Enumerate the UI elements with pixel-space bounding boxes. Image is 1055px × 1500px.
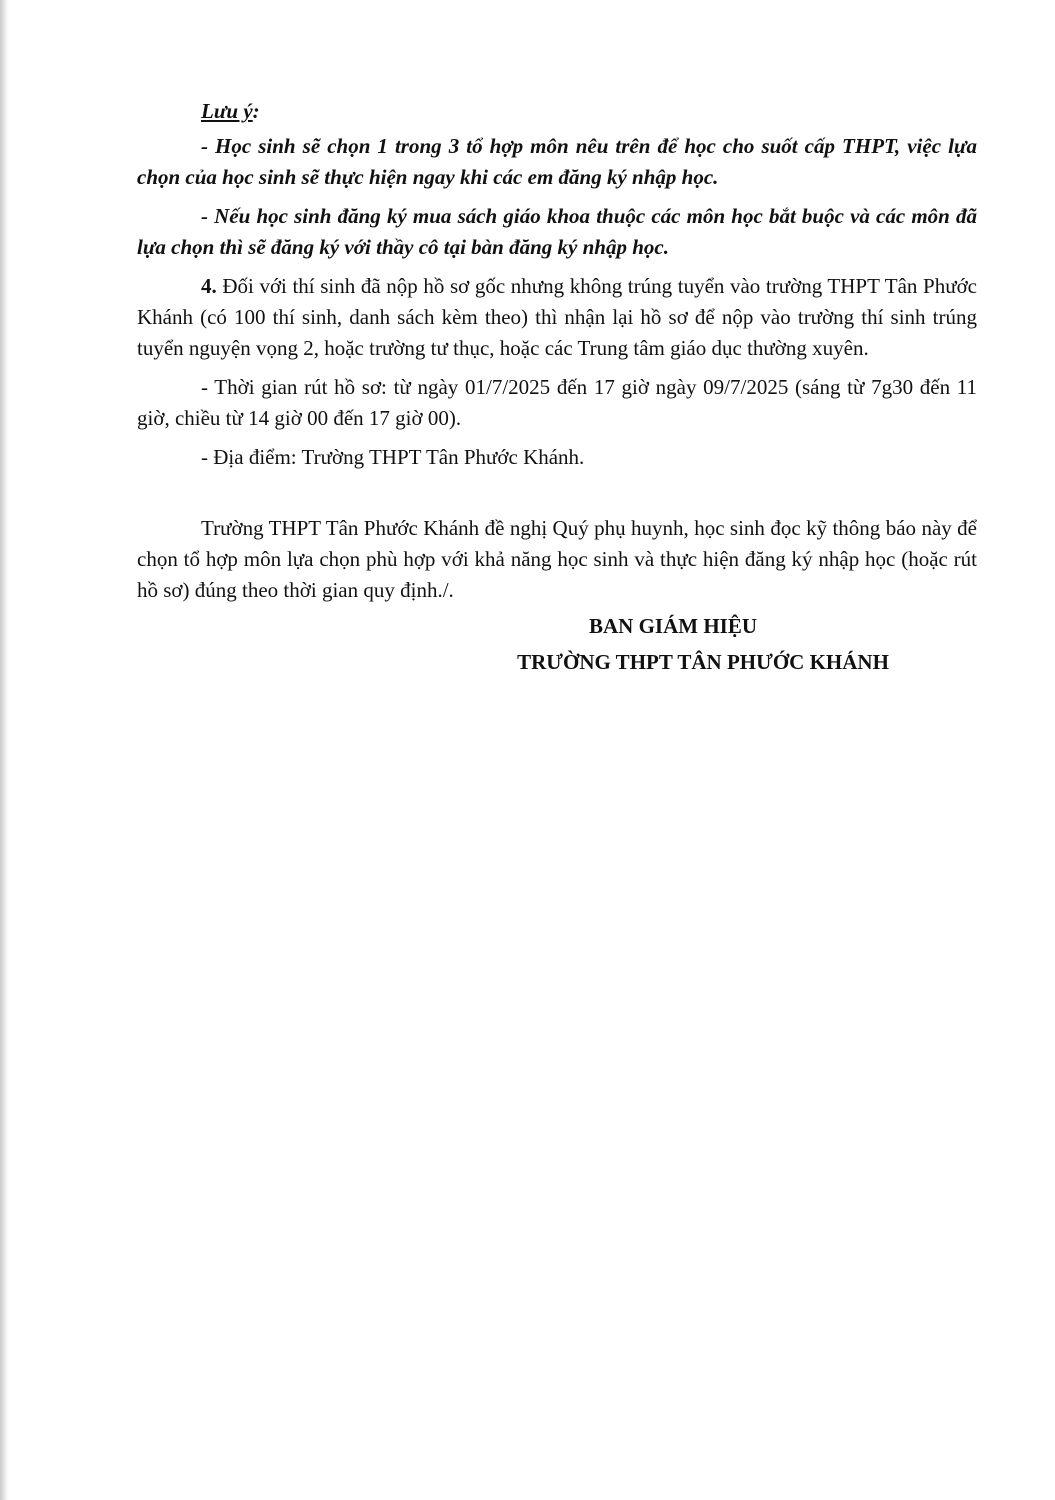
note-item-1: - Học sinh sẽ chọn 1 trong 3 tổ hợp môn nêu trên để học cho suốt cấp THPT, việc lựa chọn của học sinh sẽ thực hiện ngay khi các em đăng ký nhập học. (137, 134, 977, 189)
withdrawal-place: - Địa điểm: Trường THPT Tân Phước Khánh. (201, 445, 585, 469)
note-item-2: - Nếu học sinh đăng ký mua sách giáo khoa thuộc các môn học bắt buộc và các môn đã lựa chọn thì sẽ đăng ký với thầy cô tại bàn đăng ký nhập học. (137, 204, 977, 259)
page-edge-shadow (0, 0, 9, 1500)
spacer (137, 473, 977, 513)
closing-paragraph: Trường THPT Tân Phước Khánh đề nghị Quý phụ huynh, học sinh đọc kỹ thông báo này để chọn tổ hợp môn lựa chọn phù hợp với khả năng học sinh và thực hiện đăng ký nhập học (hoặc rút hồ sơ) đúng theo thời gian quy định./. (137, 516, 977, 602)
section-4-text: Đối với thí sinh đã nộp hồ sơ gốc nhưng không trúng tuyển vào trường THPT Tân Phước Khánh (có 100 thí sinh, danh sách kèm theo) thì nhận lại hồ sơ để nộp vào trường thí sinh trúng tuyển nguyện vọng 2, hoặc trường tư thục, hoặc các Trung tâm giáo dục thường xuyên. (137, 274, 977, 360)
spacer (137, 364, 977, 372)
spacer (137, 434, 977, 442)
spacer (137, 193, 977, 201)
signature-school: TRƯỜNG THPT TÂN PHƯỚC KHÁNH (517, 650, 889, 674)
spacer (137, 263, 977, 271)
note-label: Lưu ý (201, 99, 253, 123)
withdrawal-time: - Thời gian rút hồ sơ: từ ngày 01/7/2025 đến 17 giờ ngày 09/7/2025 (sáng từ 7g30 đến 11 giờ, chiều từ 14 giờ 00 đến 17 giờ 00). (137, 375, 977, 430)
section-4-number: 4. (201, 274, 217, 298)
note-heading (201, 96, 977, 127)
signature-board: BAN GIÁM HIỆU (588, 614, 757, 638)
document-page (137, 96, 977, 680)
note-colon: : (252, 99, 260, 123)
section-4-paragraph (137, 271, 977, 364)
